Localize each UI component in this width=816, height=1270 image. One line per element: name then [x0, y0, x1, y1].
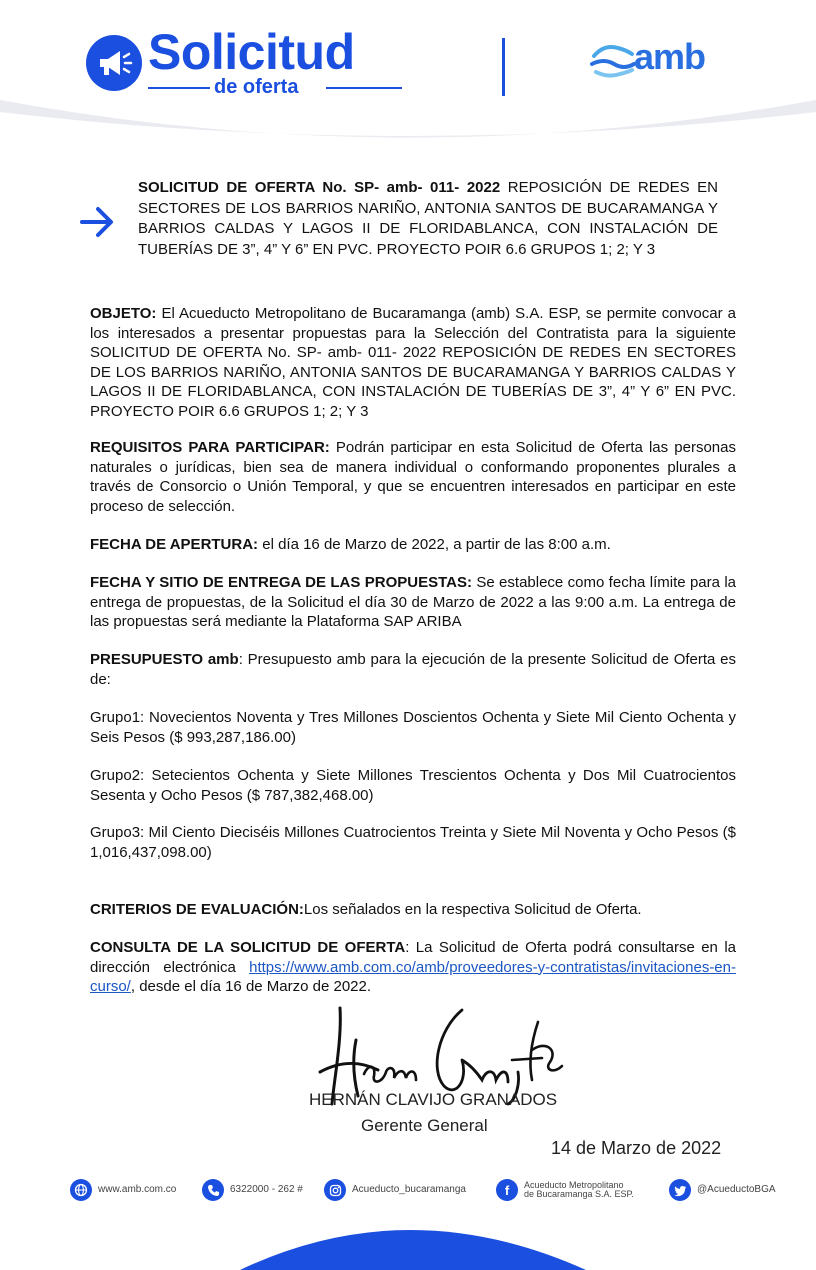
globe-icon — [70, 1179, 92, 1201]
consulta-text: : La Solicitud de Oferta podrá consultarse en la dirección electrónica — [90, 939, 737, 976]
criterios-text: Los señalados en la respectiva Solicitud de Oferta. — [303, 901, 642, 918]
presupuesto-text: : Presupuesto amb para la ejecución de la presente Solicitud de Oferta es de: — [90, 651, 736, 688]
entrega-text: Se establece como fecha límite para la entrega de propuestas, de la Solicitud el día 30 de Marzo de 2022 a las 9:00 a.m. La entrega de las propuestas será mediante la Plataforma SAP ARIBA — [90, 574, 736, 630]
footer-instagram[interactable] — [324, 1178, 466, 1202]
footer-twitter-text: @AcueductoBGA — [697, 1184, 776, 1195]
criterios-label: CRITERIOS DE EVALUACIÓN: — [90, 901, 304, 918]
footer-arc — [0, 1215, 816, 1270]
objeto-label: OBJETO: — [90, 305, 157, 322]
footer-phone-text: 6322000 - 262 # — [230, 1184, 303, 1195]
footer-facebook-text — [524, 1181, 634, 1199]
solicitud-logo — [86, 24, 406, 100]
logo-rule-left — [148, 87, 210, 89]
consulta-paragraph — [90, 938, 736, 997]
arrow-right-icon — [78, 202, 118, 242]
footer-twitter[interactable] — [669, 1178, 776, 1202]
objeto-text: El Acueducto Metropolitano de Bucaramanga (amb) S.A. ESP, se permite convocar a los interesados a presentar propuestas para la Selección del Contratista para la siguiente SOLICITUD DE OFERTA No. SP- amb- 011- 2022 REPOSICIÓN DE REDES EN SECTORES DE LOS BARRIOS NARIÑO, ANTONIA SANTOS DE BUCARAMANGA Y BARRIOS CALDAS Y LAGOS II DE FLORIDABLANCA, CON INSTALACIÓN DE TUBERÍAS DE 3”, 4” Y 6” EN PVC. PROYECTO POIR 6.6 GRUPOS 1; 2; Y 3 — [90, 305, 736, 420]
requisitos-label: REQUISITOS PARA PARTICIPAR: — [90, 439, 330, 456]
requisitos-paragraph — [90, 438, 736, 516]
signer-name: HERNÁN CLAVIJO GRANADOS — [309, 1090, 558, 1109]
entrega-label: FECHA Y SITIO DE ENTREGA DE LAS PROPUESTAS: — [90, 574, 472, 591]
footer-facebook[interactable] — [496, 1178, 634, 1202]
consulta-label: CONSULTA DE LA SOLICITUD DE OFERTA — [90, 939, 406, 956]
apertura-text: el día 16 de Marzo de 2022, a partir de las 8:00 a.m. — [258, 536, 611, 553]
footer-phone[interactable] — [202, 1178, 303, 1202]
footer-contacts — [70, 1178, 790, 1206]
logo-title: Solicitud — [148, 24, 355, 80]
offer-title: REPOSICIÓN DE REDES EN SECTORES DE LOS BARRIOS NARIÑO, ANTONIA SANTOS DE BUCARAMANGA Y BARRIOS CALDAS Y LAGOS II DE FLORIDABLANCA, CON INSTALACIÓN DE TUBERÍAS DE 3”, 4” Y 6” EN PVC. PROYECTO POIR 6.6 GRUPOS 1; 2; Y 3 — [138, 179, 718, 258]
facebook-icon: f — [496, 1179, 518, 1201]
offer-heading — [138, 178, 718, 260]
header-divider — [502, 38, 505, 96]
grupo-3: Grupo3: Mil Ciento Dieciséis Millones Cuatrocientos Treinta y Siete Mil Noventa y Ocho Pesos ($ 1,016,437,098.00) — [90, 824, 736, 861]
facebook-line-2: de Bucaramanga S.A. ESP. — [524, 1189, 634, 1199]
logo-rule-right — [326, 87, 402, 89]
amb-wordmark: amb — [634, 36, 706, 77]
apertura-label: FECHA DE APERTURA: — [90, 536, 259, 553]
facebook-line-1: Acueducto Metropolitano — [524, 1180, 624, 1190]
consulta-link[interactable]: https://www.amb.com.co/amb/proveedores-y-contratistas/invitaciones-en-curso/ — [90, 958, 736, 995]
apertura-paragraph — [90, 535, 736, 555]
footer-instagram-text: Acueducto_bucaramanga — [352, 1184, 466, 1195]
entrega-paragraph — [90, 573, 736, 632]
twitter-icon — [669, 1179, 691, 1201]
instagram-icon — [324, 1179, 346, 1201]
phone-icon — [202, 1179, 224, 1201]
footer-web[interactable] — [70, 1178, 176, 1202]
water-wave-icon — [590, 42, 636, 82]
requisitos-text: Podrán participar en esta Solicitud de Oferta las personas naturales o jurídicas, bien sea de manera individual o conformando proponentes plurales a través de Consorcio o Unión Temporal, y que se encuentren interesados en participar en este proceso de selección. — [90, 439, 736, 515]
presupuesto-label: PRESUPUESTO amb — [90, 651, 239, 668]
criterios-paragraph — [90, 900, 736, 920]
signature-date: 14 de Marzo de 2022 — [551, 1138, 722, 1158]
logo-subtitle: de oferta — [214, 76, 299, 98]
signer-role: Gerente General — [361, 1116, 488, 1135]
grupo-2: Grupo2: Setecientos Ochenta y Siete Millones Trescientos Ochenta y Dos Mil Cuatrocientos Sesenta y Ocho Pesos ($ 787,382,468.00) — [90, 767, 736, 804]
consulta-text-after: , desde el día 16 de Marzo de 2022. — [130, 978, 372, 995]
megaphone-icon — [86, 35, 142, 91]
grupo-1: Grupo1: Novecientos Noventa y Tres Millones Doscientos Ochenta y Siete Mil Ciento Ochenta y Seis Pesos ($ 993,287,186.00) — [90, 709, 736, 746]
presupuesto-paragraph — [90, 650, 736, 689]
footer-web-text: www.amb.com.co — [98, 1184, 177, 1195]
offer-number: SOLICITUD DE OFERTA No. SP- amb- 011- 2022 — [138, 179, 501, 196]
amb-logo — [590, 36, 730, 85]
objeto-paragraph — [90, 304, 736, 421]
